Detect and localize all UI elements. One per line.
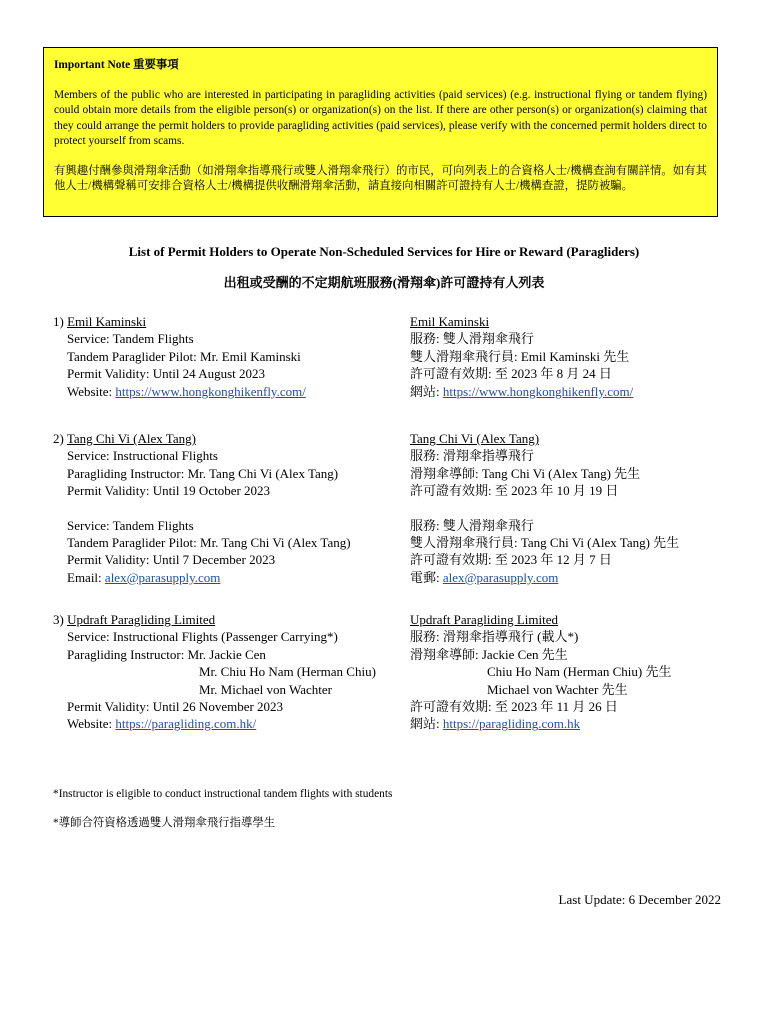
pilot-line: Tandem Paraglider Pilot: Mr. Emil Kaminski <box>67 348 301 364</box>
website-line <box>53 715 376 732</box>
instructor-line: Chiu Ho Nam (Herman Chiu) 先生 <box>487 664 672 680</box>
entry-3-zh <box>410 611 672 733</box>
note-text-en: Members of the public who are interested in participating in paragliding activities (paid services) (e.g. instructional flying or tandem flying) could obtain more details from the eligible person(s) or organization(s) on the list. If there are other person(s) or organization(s) claiming that they could arrange the permit holders to provide paragliding activities (paid services), please verify with the concerned permit holders direct to protect yourself from scams. <box>54 88 707 147</box>
entry-name: Updraft Paragliding Limited <box>410 612 559 627</box>
entry-number: 1) <box>53 314 64 329</box>
entry-2-zh <box>410 430 679 586</box>
entry-number: 3) <box>53 612 64 627</box>
instructor-line: Mr. Chiu Ho Nam (Herman Chiu) <box>199 664 376 680</box>
website-link[interactable]: https://www.hongkonghikenfly.com/ <box>442 383 634 399</box>
website-link[interactable]: https://paragliding.com.hk/ <box>115 716 257 732</box>
validity-line: Permit Validity: Until 24 August 2023 <box>67 366 266 382</box>
website-label: 網站: <box>410 716 440 732</box>
website-label: 網站: <box>410 383 440 399</box>
email-label: Email: <box>67 569 102 585</box>
note-title: Important Note 重要事項 <box>54 59 179 71</box>
footnote-en: *Instructor is eligible to conduct instructional tandem flights with students <box>53 788 393 800</box>
entry-name: Emil Kaminski <box>67 314 147 329</box>
instructor-line: 滑翔傘導師: Jackie Cen 先生 <box>410 646 568 662</box>
email-line <box>410 569 679 586</box>
entry-heading <box>53 430 351 447</box>
entry-name: Tang Chi Vi (Alex Tang) <box>66 431 196 446</box>
validity-line: 許可證有效期: 至 2023 年 12 月 7 日 <box>410 552 612 568</box>
validity-line: 許可證有效期: 至 2023 年 8 月 24 日 <box>410 366 612 382</box>
email-link[interactable]: alex@parasupply.com <box>442 569 559 585</box>
note-text-zh: 有興趣付酬參與滑翔傘活動（如滑翔傘指導飛行或雙人滑翔傘飛行）的市民，可向列表上的合資格人士/機構查詢有關詳情。如有其他人士/機構聲稱可安排合資格人士/機構提供收酬滑翔傘活動，請直接向相關許可證持有人士/機構查證，提防被騙。 <box>54 164 707 192</box>
entry-1-en <box>53 313 306 400</box>
entry-name: Emil Kaminski <box>410 314 490 329</box>
instructor-line: 滑翔傘導師: Tang Chi Vi (Alex Tang) 先生 <box>410 465 641 481</box>
website-line <box>53 383 306 400</box>
entry-heading <box>53 611 376 628</box>
entry-name: Tang Chi Vi (Alex Tang) <box>410 431 540 446</box>
service-line: Service: Instructional Flights (Passenger Carrying*) <box>67 629 338 645</box>
instructor-line: Mr. Michael von Wachter <box>199 681 333 697</box>
footnote-zh: *導師合符資格透過雙人滑翔傘飛行指導學生 <box>53 817 276 829</box>
entry-3-en <box>53 611 376 733</box>
instructor-line: Paragliding Instructor: Mr. Tang Chi Vi (Alex Tang) <box>67 465 339 481</box>
service-line: Service: Tandem Flights <box>67 517 194 533</box>
service-line: 服務: 滑翔傘指導飛行 <box>410 448 534 464</box>
service-line: 服務: 滑翔傘指導飛行 (載人*) <box>410 629 579 645</box>
website-link[interactable]: https://paragliding.com.hk <box>442 716 581 732</box>
email-link[interactable]: alex@parasupply.com <box>104 569 221 585</box>
entry-number: 2) <box>53 431 64 446</box>
service-line: Service: Tandem Flights <box>67 331 194 347</box>
entry-heading <box>53 313 306 330</box>
pilot-line: 雙人滑翔傘飛行員: Emil Kaminski 先生 <box>410 348 630 364</box>
instructor-line: Paragliding Instructor: Mr. Jackie Cen <box>67 646 266 662</box>
pilot-line: 雙人滑翔傘飛行員: Tang Chi Vi (Alex Tang) 先生 <box>410 535 680 551</box>
instructor-line: Michael von Wachter 先生 <box>487 681 628 697</box>
website-line <box>410 383 633 400</box>
email-label: 電郵: <box>410 569 440 585</box>
service-line: 服務: 雙人滑翔傘飛行 <box>410 517 534 533</box>
important-note-box <box>43 47 718 217</box>
service-line: Service: Instructional Flights <box>67 448 218 464</box>
list-title-en: List of Permit Holders to Operate Non-Scheduled Services for Hire or Reward (Paragliders) <box>128 244 640 259</box>
validity-line: Permit Validity: Until 7 December 2023 <box>67 552 276 568</box>
entry-name: Updraft Paragliding Limited <box>67 612 216 627</box>
validity-line: 許可證有效期: 至 2023 年 11 月 26 日 <box>410 699 618 715</box>
entry-2-en <box>53 430 351 586</box>
validity-line: Permit Validity: Until 26 November 2023 <box>67 699 284 715</box>
email-line <box>53 569 351 586</box>
website-link[interactable]: https://www.hongkonghikenfly.com/ <box>115 383 306 399</box>
website-line <box>410 715 672 732</box>
validity-line: 許可證有效期: 至 2023 年 10 月 19 日 <box>410 483 619 499</box>
entry-1-zh <box>410 313 633 400</box>
website-label: Website: <box>67 383 113 399</box>
validity-line: Permit Validity: Until 19 October 2023 <box>67 483 271 499</box>
last-update: Last Update: 6 December 2022 <box>558 892 721 907</box>
website-label: Website: <box>67 716 113 732</box>
service-line: 服務: 雙人滑翔傘飛行 <box>410 331 534 347</box>
pilot-line: Tandem Paraglider Pilot: Mr. Tang Chi Vi (Alex Tang) <box>67 535 351 551</box>
list-title-zh: 出租或受酬的不定期航班服務(滑翔傘)許可證持有人列表 <box>223 275 545 290</box>
